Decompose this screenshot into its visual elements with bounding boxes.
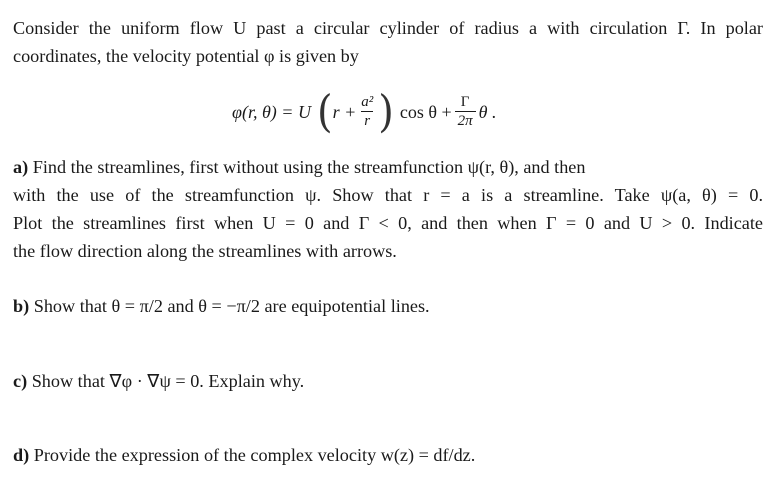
left-paren: ( <box>316 86 333 138</box>
part-a-line-3: Plot the streamlines first when U = 0 and Γ < 0, and then when Γ = 0 and U > 0. Indicate <box>13 213 763 233</box>
equation-tail: θ . <box>478 101 497 122</box>
intro-line-1: Consider the uniform flow U past a circular cylinder of radius a with circulation Γ. In polar <box>13 18 763 38</box>
part-b-text: Show that θ = π/2 and θ = −π/2 are equipotential lines. <box>33 296 430 316</box>
part-a-text-1: Find the streamlines, first without using the streamfunction ψ(r, θ), and then <box>32 157 586 177</box>
right-paren: ) <box>378 86 394 138</box>
part-a-label: a) <box>13 157 29 177</box>
fraction-gamma-numerator: Γ <box>460 94 470 110</box>
fraction-a2-denominator: r <box>361 111 373 130</box>
fraction-gamma-denominator: 2π <box>455 111 476 130</box>
part-c-text: Show that ∇φ · ∇ψ = 0. Explain why. <box>31 371 305 391</box>
velocity-potential-equation <box>0 82 780 142</box>
part-a-line-2: with the use of the streamfunction ψ. Show that r = a is a streamline. Take ψ(a, θ) = 0. <box>13 185 763 205</box>
part-b <box>13 295 430 317</box>
intro-line-2: coordinates, the velocity potential φ is given by <box>13 46 359 66</box>
part-c-label: c) <box>13 371 28 391</box>
equation-r-plus: r + <box>332 101 357 122</box>
part-a-line-1 <box>13 156 585 178</box>
part-b-label: b) <box>13 296 30 316</box>
equation-lhs: φ(r, θ) = U <box>232 101 311 122</box>
part-d-label: d) <box>13 445 30 465</box>
part-a-line-4: the flow direction along the streamlines with arrows. <box>13 241 397 261</box>
fraction-a2-over-r <box>359 94 375 130</box>
fraction-gamma-over-2pi <box>455 94 476 130</box>
equation-cos-part: cos θ + <box>399 101 452 122</box>
part-d <box>13 444 475 466</box>
part-d-text: Provide the expression of the complex velocity w(z) = df/dz. <box>33 445 476 465</box>
fraction-a2-numerator: a² <box>361 94 374 110</box>
part-c <box>13 370 304 392</box>
